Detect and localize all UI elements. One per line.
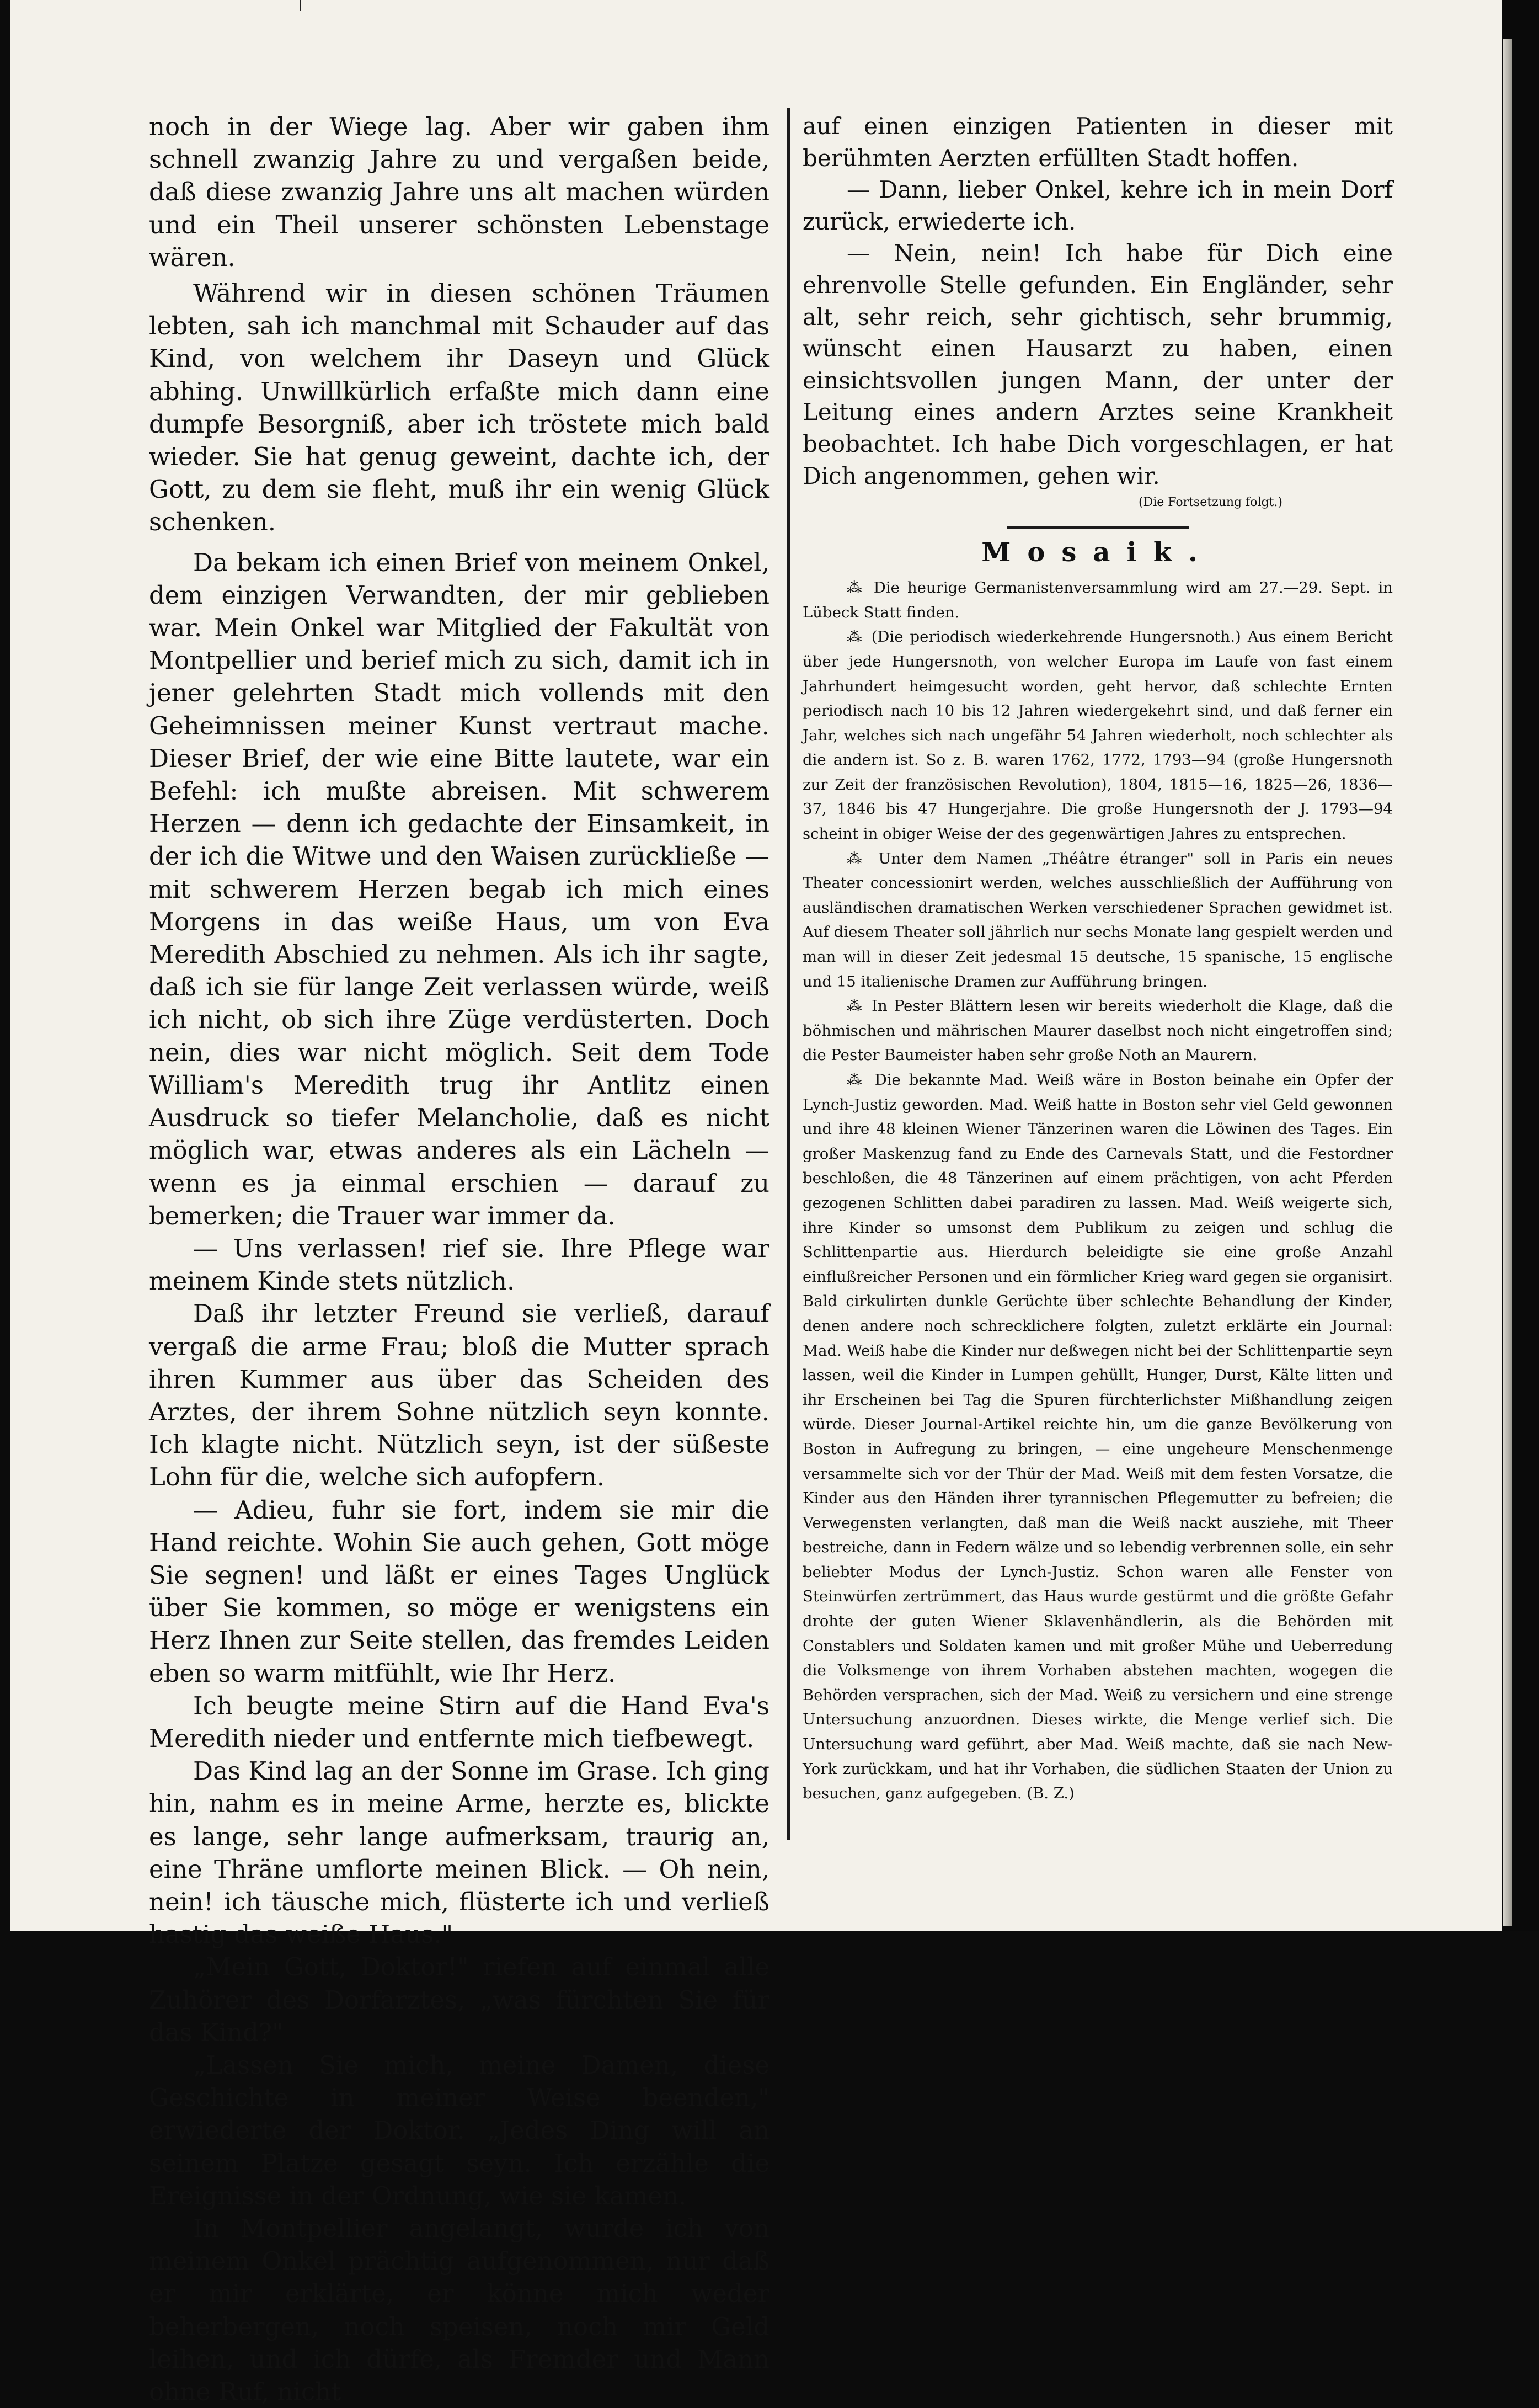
news-item (803, 625, 1393, 846)
paragraph: — Uns verlassen! rief sie. Ihre Pflege war meinem Kinde stets nützlich. (149, 1233, 770, 1296)
column-divider (787, 108, 790, 1840)
news-item (803, 1068, 1393, 1806)
paragraph: Während wir in diesen schönen Träumen lebten, sah ich manchmal mit Schauder auf das Kind, von welchem ihr Daseyn und Glück abhing. Unwillkürlich erfaßte mich dann eine dumpfe Besorgniß, aber ich tröstete mich bald wieder. Sie hat genug geweint, dachte ich, der Gott, zu dem sie fleht, muß ihr ein wenig Glück schenken. (149, 279, 770, 537)
asterism-icon: ⁂ (847, 849, 869, 867)
news-item (803, 576, 1393, 625)
paragraph: — Nein, nein! Ich habe für Dich eine ehrenvolle Stelle gefunden. Ein Engländer, sehr alt, sehr reich, sehr gichtisch, sehr brummig, wünscht einen Hausarzt zu haben, einen einsichtsvollen jungen Mann, der unter der Leitung eines andern Arztes seine Krankheit beobachtet. Ich habe Dich vorgeschlagen, er hat Dich angenommen, gehen wir. (803, 239, 1393, 489)
asterism-icon: ⁂ (847, 997, 865, 1015)
paragraph: „Lassen Sie mich, meine Damen, diese Geschichte in meiner Weise beenden," erwiederte der Doktor. „Jedes Ding will an seinem Platze gesagt seyn. Ich erzähle die Ereignisse in der Ordnung, wie sie kamen. (149, 2050, 770, 2210)
continuation-note: (Die Fortsetzung folgt.) (1138, 496, 1282, 510)
paragraph: — Adieu, fuhr sie fort, indem sie mir die Hand reichte. Wohin Sie auch gehen, Gott möge Sie segnen! und läßt er eines Tages Unglück über Sie kommen, so möge er wenigstens ein Herz Ihnen zur Seite stellen, das fremdes Leiden eben so warm mitfühlt, wie Ihr Herz. (149, 1495, 770, 1688)
paragraph: Da bekam ich einen Brief von meinem Onkel, dem einzigen Verwandten, der mir geblieben war. Mein Onkel war Mitglied der Fakultät von Montpellier und berief mich zu sich, damit ich in jener gelehrten Stadt mich vollends mit den Geheimnissen meiner Kunst vertraut mache. Dieser Brief, der wie eine Bitte lautete, war ein Befehl: ich mußte abreisen. Mit schwerem Herzen — denn ich gedachte der Einsamkeit, in der ich die Witwe und den Waisen zurückließe — mit schwerem Herzen begab ich mich eines Morgens in das weiße Haus, um von Eva Meredith Abschied zu nehmen. Als ich ihr sagte, daß ich sie für lange Zeit verlassen würde, weiß ich nicht, ob sich ihre Züge verdüsterten. Doch nein, dies war nicht möglich. Seit dem Tode William's Meredith trug ihr Antlitz einen Ausdruck so tiefer Melancholie, daß es nicht möglich war, etwas anderes als ein Lächeln — wenn es ja einmal erschien — darauf zu bemerken; die Trauer war immer da. (149, 547, 770, 1230)
paragraph: noch in der Wiege lag. Aber wir gaben ihm schnell zwanzig Jahre zu und vergaßen beide, daß diese zwanzig Jahre uns alt machen würden und ein Theil unserer schönsten Lebenstage wären. (149, 112, 770, 272)
section-title-mosaik: Mosaik. (981, 537, 1214, 568)
news-item (803, 994, 1393, 1068)
news-item-text: Die heurige Germanistenversammlung wird am 27.—29. Sept. in Lübeck Statt finden. (803, 579, 1393, 621)
asterism-icon: ⁂ (847, 628, 865, 646)
paragraph: Das Kind lag an der Sonne im Grase. Ich ging hin, nahm es in meine Arme, herzte es, blickte es lange, sehr lange aufmerksam, traurig an, eine Thräne umflorte meinen Blick. — Oh nein, nein! ich täusche mich, flüsterte ich und verließ hastig das weiße Haus." (149, 1756, 770, 1949)
page-edge-strip (1503, 39, 1512, 1926)
paragraph: In Montpellier angelangt, wurde ich von meinem Onkel prächtig aufgenommen, nur daß er mir erklärte, er könne mich weder beherbergen, noch speisen, noch mir Geld leihen, und ich dürfe, als Fremder und Mann ohne Ruf, nicht (149, 2214, 770, 2407)
asterism-icon: ⁂ (847, 1071, 867, 1089)
paragraph: — Dann, lieber Onkel, kehre ich in mein Dorf zurück, erwiederte ich. (803, 176, 1393, 235)
top-edge-mark (300, 0, 301, 11)
news-item-text: Die bekannte Mad. Weiß wäre in Boston beinahe ein Opfer der Lynch-Justiz geworden. Mad. Weiß hatte in Boston sehr viel Geld gewonnen und ihre 48 kleinen Wiener Tänzerinen waren die Löwinen des Tages. Ein großer Maskenzug fand zu Ende des Carnevals Statt, und die Festordner beschloßen, die 48 Tänzerinen auf einem prächtigen, von acht Pferden gezogenen Schlitten dabei paradiren zu lassen. Mad. Weiß weigerte sich, ihre Kinder so umsonst dem Publikum zu zeigen und schlug die Schlittenpartie aus. Hierdurch beleidigte sie eine große Anzahl einflußreicher Personen und ein förmlicher Krieg ward gegen sie organisirt. Bald cirkulirten dunkle Gerüchte über schlechte Behandlung der Kinder, denen andere noch schrecklichere folgten, zuletzt erklärte ein Journal: Mad. Weiß habe die Kinder nur deßwegen nicht bei der Schlittenpartie seyn lassen, weil die Kinder in Lumpen gehüllt, Hunger, Durst, Kälte litten und ihr Erscheinen bei Tag die Spuren fürchterlichster Mißhandlung zeigen würde. Dieser Journal-Artikel reichte hin, um die ganze Bevölkerung von Boston in Aufregung zu bringen, — eine ungeheure Menschenmenge versammelte sich vor der Thür der Mad. Weiß mit dem festen Vorsatze, die Kinder aus den Händen ihrer tyrannischen Pflegemutter zu befreien; die Verwegensten verlangten, daß man die Weiß nackt ausziehe, mit Theer bestreiche, dann in Federn wälze und so lebendig verbrennen solle, ein sehr beliebter Modus der Lynch-Justiz. Schon waren alle Fenster von Steinwürfen zertrümmert, das Haus wurde gestürmt und die größte Gefahr drohte der guten Wiener Sklavenhändlerin, als die Behörden mit Constablers und Soldaten kamen und mit großer Mühe und Ueberredung die Volksmenge von ihrem Vorhaben abstehen machten, wogegen die Behörden versprachen, sich der Mad. Weiß zu versichern und eine strenge Untersuchung anzuordnen. Dieses wirkte, die Menge verlief sich. Die Untersuchung ward geführt, aber Mad. Weiß machte, daß sie nach New-York zurückkam, und hat ihr Vorhaben, die südlichen Staaten der Union zu besuchen, ganz aufgegeben. (B. Z.) (803, 1071, 1393, 1803)
paragraph: auf einen einzigen Patienten in dieser mit berühmten Aerzten erfüllten Stadt hoffen. (803, 113, 1393, 172)
right-column (803, 110, 1393, 1854)
news-item (803, 846, 1393, 994)
news-item-text: Unter dem Namen „Théâtre étranger" soll in Paris ein neues Theater concessionirt werden, welches ausschließlich der Aufführung von ausländischen dramatischen Werken verschiedener Sprachen gewidmet ist. Auf diesem Theater soll jährlich nur sechs Monate lang gespielt werden und man will in dieser Zeit jedesmal 15 deutsche, 15 spanische, 15 englische und 15 italienische Dramen zur Aufführung bringen. (803, 849, 1393, 990)
paragraph: „Mein Gott, Doktor!" riefen auf einmal alle Zuhörer des Dorfarztes, „was fürchten Sie für das Kind?" (149, 1952, 770, 2047)
left-column-story (149, 110, 770, 2407)
asterism-icon: ⁂ (847, 579, 866, 597)
paragraph: Daß ihr letzter Freund sie verließ, darauf vergaß die arme Frau; bloß die Mutter sprach ihren Kummer aus über das Scheiden des Arztes, der ihrem Sohne nützlich seyn konnte. Ich klagte nicht. Nützlich seyn, ist der süßeste Lohn für die, welche sich aufopfern. (149, 1299, 770, 1492)
news-item-text: (Die periodisch wiederkehrende Hungersnoth.) Aus einem Bericht über jede Hungersnoth, von welcher Europa im Laufe von fast einem Jahrhundert heimgesucht worden, geht hervor, daß schlechte Ernten periodisch nach 10 bis 12 Jahren wiedergekehrt sind, und daß ferner ein Jahr, welches sich nach ungefähr 54 Jahren wiederholt, noch schlechter als die andern ist. So z. B. waren 1762, 1772, 1793—94 (große Hungersnoth zur Zeit der französischen Revolution), 1804, 1815—16, 1825—26, 1836—37, 1846 bis 47 Hungerjahre. Die große Hungersnoth der J. 1793—94 scheint in obiger Weise der des gegenwärtigen Jahres zu entsprechen. (803, 628, 1393, 843)
news-item-text: In Pester Blättern lesen wir bereits wiederholt die Klage, daß die böhmischen und mährischen Maurer daselbst noch nicht eingetroffen sind; die Pester Baumeister haben sehr große Noth an Maurern. (803, 997, 1393, 1064)
paragraph: Ich beugte meine Stirn auf die Hand Eva's Meredith nieder und entfernte mich tiefbewegt. (149, 1691, 770, 1753)
